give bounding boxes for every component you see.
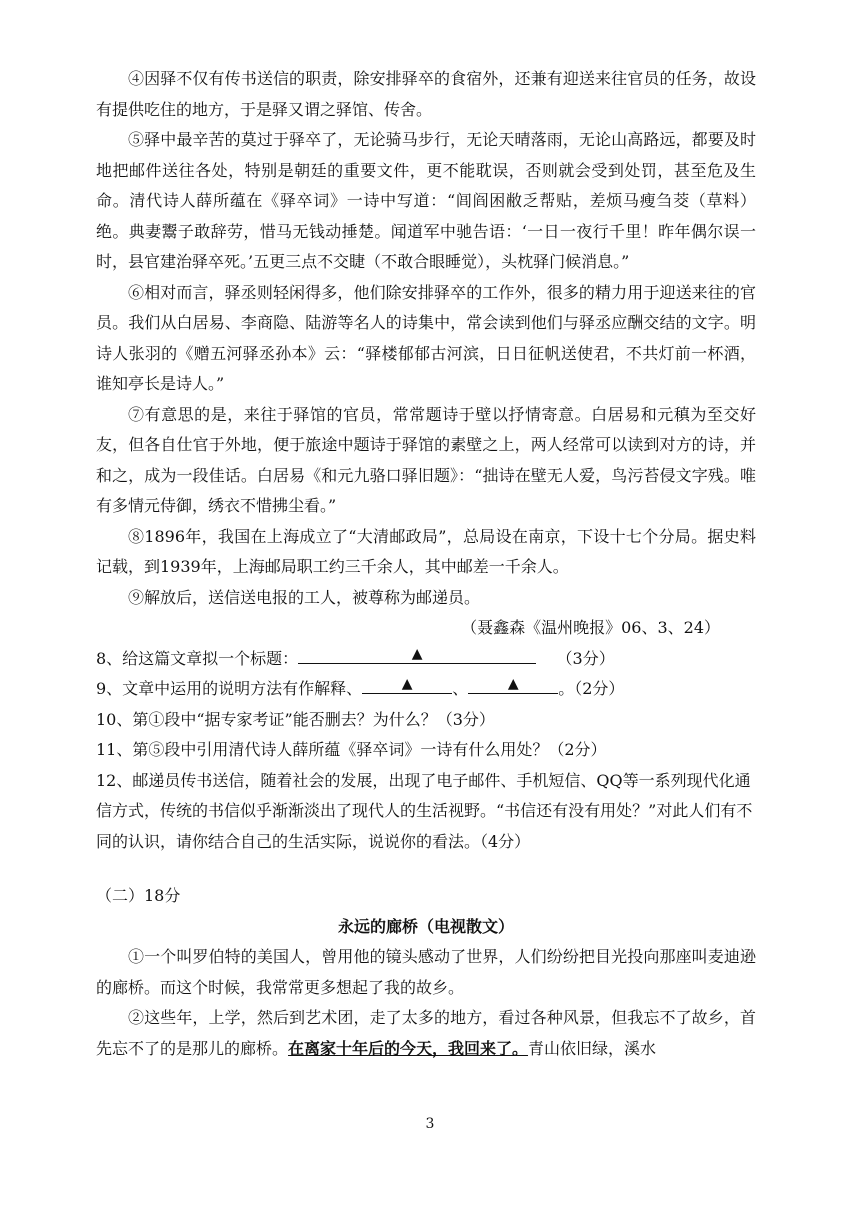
question-8	[96, 644, 756, 675]
question-9-score: 。（2分）	[558, 679, 625, 698]
paragraph-8: ⑧1896年，我国在上海成立了“大清邮政局”，总局设在南京，下设十七个分局。据史料记载，到1939年，上海邮局职工约三千余人，其中邮差一千余人。	[96, 526, 756, 576]
paragraph-9: ⑨解放后，送信送电报的工人，被尊称为邮递员。	[128, 587, 481, 607]
triangle-marker-icon: ▲	[411, 645, 423, 662]
paragraph-2-start: ②这些年，上学，然后到艺术团，走了太多的地方，看过各种风景，但我忘不了故乡，首先忘不了的是那儿的廊桥。	[96, 1008, 756, 1058]
question-8-text: 8、给这篇文章拟一个标题：	[96, 648, 299, 668]
page-number: 3	[425, 1116, 435, 1132]
question-11: 11、第⑤段中引用清代诗人薛所蕴《驿卒词》一诗有什么用处？（2分）	[96, 740, 607, 759]
question-9-text: 9、文章中运用的说明方法有作解释、	[96, 679, 363, 698]
paragraph-6: ⑥相对而言，驿丞则轻闲得多，他们除安排驿卒的工作外，很多的精力用于迎送来往的官员。我们从白居易、李商隐、陆游等名人的诗集中，常会读到他们与驿丞应酬交结的文字。明诗人张羽的《赠五河驿丞孙本》云：“驿楼郁郁古河滨，日日征帆送使君，不共灯前一杯酒，谁知亭长是诗人。”	[96, 282, 756, 393]
triangle-marker-icon: ▲	[507, 676, 519, 692]
paragraph-7: ⑦有意思的是，来往于驿馆的官员，常常题诗于壁以抒情寄意。白居易和元稹为至交好友，但各自仕官于外地，便于旅途中题诗于驿馆的素壁之上，两人经常可以读到对方的诗，并和之，成为一段佳话。白居易《和元九骆口驿旧题》：“拙诗在壁无人爱，鸟污苔侵文字残。唯有多情元侍御，绣衣不惜拂尘看。”	[96, 404, 756, 515]
paragraph-2-end: 青山依旧绿，溪水	[528, 1038, 657, 1058]
question-9-separator: 、	[452, 679, 469, 698]
section-2-paragraph-2	[96, 1003, 756, 1064]
answer-blank-method-1[interactable]	[362, 675, 452, 694]
section-2-header: （二）18分	[96, 886, 181, 905]
section-2-paragraph-1: ①一个叫罗伯特的美国人，曾用他的镜头感动了世界，人们纷纷把目光投向那座叫麦迪逊的廊桥。而这个时候，我常常更多想起了我的故乡。	[96, 947, 756, 997]
section-2-title: 永远的廊桥（电视散文）	[337, 916, 514, 936]
answer-blank-method-2[interactable]	[468, 675, 558, 694]
triangle-marker-icon: ▲	[401, 676, 413, 692]
question-8-score: （3分）	[556, 648, 615, 668]
underlined-sentence: 在离家十年后的今天，我回来了。	[288, 1038, 529, 1058]
paragraph-5: ⑤驿中最辛苦的莫过于驿卒了，无论骑马步行，无论天晴落雨，无论山高路远，都要及时地把邮件送往各处，特别是朝廷的重要文件，更不能耽误，否则就会受到处罚，甚至危及生命。清代诗人薛所蕴在《驿卒词》一诗中写道：“闾阎困敝乏帮贴，差烦马瘦刍茭（草料）绝。典妻鬻子敢辞劳，惜马无钱动捶楚。闻道军中驰告语：‘一日一夜行千里！昨年偶尔误一时，县官建治驿卒死。’五更三点不交睫（不敢合眼睡觉），头枕驿门候消息。”	[96, 130, 756, 271]
paragraph-4: ④因驿不仅有传书送信的职责，除安排驿卒的食宿外，还兼有迎送来往官员的任务，故设有提供吃住的地方，于是驿又谓之驿馆、传舍。	[96, 69, 756, 119]
answer-blank-title[interactable]	[298, 645, 536, 664]
question-9	[96, 674, 756, 705]
question-10: 10、第①段中“据专家考证”能否删去？为什么？（3分）	[96, 709, 495, 729]
question-12: 12、邮递员传书送信，随着社会的发展，出现了电子邮件、手机短信、QQ等一系列现代化通信方式，传统的书信似乎渐渐淡出了现代人的生活视野。“书信还有没有用处？”对此人们有不同的认识，请你结合自己的生活实际，说说你的看法。（4分）	[96, 770, 753, 851]
source-citation: （聂鑫森《温州晚报》06、3、24）	[461, 618, 720, 637]
article-body	[96, 64, 756, 1064]
